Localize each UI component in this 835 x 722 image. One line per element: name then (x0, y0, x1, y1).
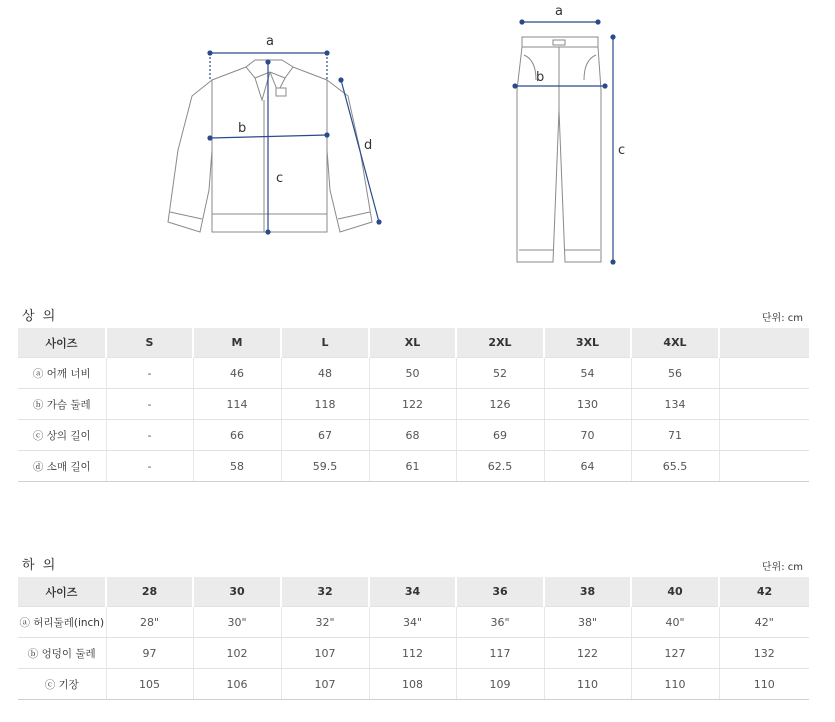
table-row (18, 669, 809, 700)
table-cell: - (106, 451, 193, 482)
row-label: ⓑ 엉덩이 둘레 (18, 638, 106, 669)
table-cell (719, 420, 809, 451)
table-cell: 48 (281, 358, 369, 389)
table-row (18, 389, 809, 420)
table-cell: 54 (544, 358, 631, 389)
table-cell (719, 451, 809, 482)
jacket-label-b: b (238, 121, 247, 136)
table-cell: 114 (193, 389, 281, 420)
bottom-section-title: 하 의 (22, 558, 58, 573)
table-cell: 40" (631, 607, 719, 638)
pants-label-c: c (618, 143, 626, 158)
table-row (18, 451, 809, 482)
row-label: ⓐ 허리둘레(inch) (18, 607, 106, 638)
table-cell: 59.5 (281, 451, 369, 482)
table-cell: 38" (544, 607, 631, 638)
table-cell: 42" (719, 607, 809, 638)
table-row (18, 420, 809, 451)
table-cell: 67 (281, 420, 369, 451)
jacket-sketch (168, 60, 372, 232)
jacket-label-a: a (266, 34, 274, 49)
table-cell: 127 (631, 638, 719, 669)
table-cell: 97 (106, 638, 193, 669)
table-cell: 34" (369, 607, 456, 638)
bottom-unit-label: 단위: cm (761, 562, 803, 573)
top-section-title: 상 의 (22, 309, 58, 324)
table-cell (719, 389, 809, 420)
pants-label-b: b (536, 70, 545, 85)
table-cell: 56 (631, 358, 719, 389)
header-cell: 42 (719, 577, 809, 607)
table-cell: 110 (631, 669, 719, 700)
table-cell: 52 (456, 358, 544, 389)
table-cell: 118 (281, 389, 369, 420)
header-cell: 30 (193, 577, 281, 607)
top-size-table (18, 328, 809, 482)
header-cell: XL (369, 328, 456, 358)
table-cell: 122 (369, 389, 456, 420)
header-cell: 사이즈 (18, 577, 106, 607)
jacket-label-c: c (276, 171, 284, 186)
top-header-row (18, 328, 809, 358)
table-cell: - (106, 358, 193, 389)
jacket-label-d: d (364, 138, 373, 153)
table-cell: 36" (456, 607, 544, 638)
table-cell: 112 (369, 638, 456, 669)
table-cell: 134 (631, 389, 719, 420)
table-cell (719, 358, 809, 389)
header-cell: 3XL (544, 328, 631, 358)
table-cell: 117 (456, 638, 544, 669)
table-cell: - (106, 389, 193, 420)
table-cell: 107 (281, 669, 369, 700)
table-cell: - (106, 420, 193, 451)
table-cell: 61 (369, 451, 456, 482)
table-row (18, 358, 809, 389)
bottom-size-table (18, 577, 809, 700)
table-cell: 126 (456, 389, 544, 420)
header-cell: 34 (369, 577, 456, 607)
table-cell: 71 (631, 420, 719, 451)
table-cell: 68 (369, 420, 456, 451)
table-cell: 64 (544, 451, 631, 482)
table-cell: 110 (544, 669, 631, 700)
header-cell: 36 (456, 577, 544, 607)
header-cell: 2XL (456, 328, 544, 358)
table-cell: 65.5 (631, 451, 719, 482)
table-cell: 122 (544, 638, 631, 669)
table-cell: 58 (193, 451, 281, 482)
header-cell: 40 (631, 577, 719, 607)
table-cell: 70 (544, 420, 631, 451)
pants-sketch (517, 37, 601, 262)
row-label: ⓐ 어깨 너비 (18, 358, 106, 389)
table-cell: 130 (544, 389, 631, 420)
table-cell: 102 (193, 638, 281, 669)
table-row (18, 607, 809, 638)
table-cell: 66 (193, 420, 281, 451)
top-unit-label: 단위: cm (761, 313, 803, 324)
table-cell: 109 (456, 669, 544, 700)
header-cell (719, 328, 809, 358)
table-cell: 105 (106, 669, 193, 700)
table-cell: 69 (456, 420, 544, 451)
table-cell: 110 (719, 669, 809, 700)
header-cell: 32 (281, 577, 369, 607)
header-cell: 28 (106, 577, 193, 607)
row-label: ⓑ 가슴 둘레 (18, 389, 106, 420)
table-cell: 50 (369, 358, 456, 389)
table-cell: 132 (719, 638, 809, 669)
table-cell: 28" (106, 607, 193, 638)
table-cell: 62.5 (456, 451, 544, 482)
table-cell: 108 (369, 669, 456, 700)
bottom-header-row (18, 577, 809, 607)
table-cell: 32" (281, 607, 369, 638)
table-cell: 106 (193, 669, 281, 700)
header-cell: M (193, 328, 281, 358)
row-label: ⓒ 상의 길이 (18, 420, 106, 451)
header-cell: 38 (544, 577, 631, 607)
garment-diagrams (0, 0, 835, 290)
table-cell: 107 (281, 638, 369, 669)
header-cell: L (281, 328, 369, 358)
header-cell: 4XL (631, 328, 719, 358)
row-label: ⓓ 소매 길이 (18, 451, 106, 482)
header-cell: 사이즈 (18, 328, 106, 358)
table-cell: 46 (193, 358, 281, 389)
header-cell: S (106, 328, 193, 358)
pants-label-a: a (555, 4, 563, 19)
row-label: ⓒ 기장 (18, 669, 106, 700)
garment-sketch (0, 0, 835, 290)
table-cell: 30" (193, 607, 281, 638)
table-row (18, 638, 809, 669)
